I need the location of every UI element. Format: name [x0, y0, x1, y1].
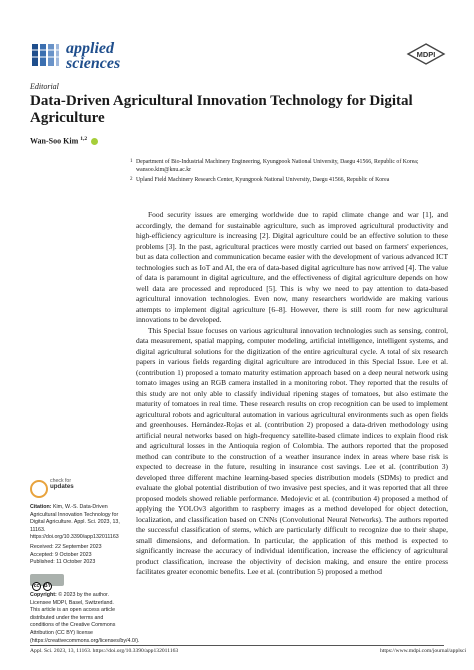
mdpi-logo-text: MDPI [416, 50, 436, 59]
orcid-icon[interactable] [91, 138, 98, 145]
updates-line1: check for [50, 478, 72, 484]
accepted-date: Accepted: 9 October 2023 [30, 551, 92, 558]
citation-block [30, 504, 125, 542]
journal-name-line1: applied [66, 40, 114, 57]
journal-logo-icon [30, 40, 60, 70]
body-paragraph-2: This Special Issue focuses on various agricultural innovation technologies such as sensing, control, data measurement, spatial mapping, computer modeling, artificial intelligence, intelligent systems, and digital agricultural solutions for the digitization of the entire agricultural cycle. A total of six research papers in various fields regarding digital agriculture are introduced in this Special Issue. Lee et al. (contribution 1) proposed a tomato maturity estimation approach based on a deep neural network using tomato images using an RGB camera installed in a monitoring robot. They reported that the results of this study are not only able to classify individual ripening stages of tomatoes, but also estimate the maturity of tomatoes in real time. These research results on crop recognition can be used to implement agricultural robots and agricultural automation in various agricultural environments such as open fields and greenhouses. Hernández-Rojas et al. (contribution 2) proposed a data-driven methodology using artificial neural networks based on high-frequency satellite-based climate indices to explain flood risk and agricultural losses in the Antioquia region of Colombia. The authors reported that the proposed method can contribute to the construction of a weather insurance index in areas where base risk is expected to decrease in the future, resulting in insurance cost savings. Lee et al. (contribution 3) developed three different machine learning-based species distribution models (SDMs) to predict and evaluate the global potential distribution of two invasive pest species, and it was reported that all three proposed models showed reliable performance. Medojevic et al. (contribution 4) proposed a method of applying the YOLOv3 algorithm to raspberry images as a method developed for object detection, localization, and classification based on CNNs (Convolutional Neural Networks). The authors reported the successful classification of stems, which are particularly difficult to recognize due to their shape, small dimensions, and deformation. In particular, the application of this method is expected to significantly increase the accuracy of individual identification, increase the efficiency of agricultural product classification, increase the objectivity of decision making, and ensure the entire process facilitates greater economic benefits. Lee et al. (contribution 5) proposed a method [136, 325, 448, 576]
footer-journal-url[interactable]: https://www.mdpi.com/journal/applsci [380, 648, 467, 654]
body-paragraph-1: Food security issues are emerging worldwide due to rapid climate change and war [1], and accordingly, the demand for sustainable agriculture, such as improved agricultural productivity and high-efficiency agriculture is increasing [2]. Digital agriculture could be an effective solution to these problems [3]. In the past, agricultural practices were mostly carried out based on farmers' experiences, but as data collection and communication became easier with the development of various advanced ICT technologies such as IoT and AI, the era of data-based digital agriculture has now arrived [4]. The value of data is paramount in digital agriculture, and the effectiveness of digital agriculture depends on how well data are processed and reproduced [5]. This is why we need to pay attention to data-based agricultural innovation technologies. Even now, many researchers worldwide are making various attempts to implement digital agriculture [6–8]. However, there is still room for new agricultural innovations to be developed. [136, 210, 448, 324]
check-updates-icon [30, 480, 48, 498]
author-name: Wan-Soo Kim [30, 136, 79, 146]
copyright-block [30, 592, 140, 645]
mdpi-logo-icon [406, 43, 446, 65]
affiliation-number: 1 [130, 159, 133, 164]
article-title: Data-Driven Agricultural Innovation Technology for Digital Agriculture [30, 93, 413, 126]
affiliation-number: 2 [130, 177, 133, 182]
footer-divider [30, 645, 444, 646]
dates-block [30, 544, 125, 567]
check-for-updates-badge[interactable] [30, 478, 74, 496]
affiliation-text: Department of Bio-Industrial Machinery Engineering, Kyungpook National University, Daegu 41566, Republic of Korea; wansoo.kim@knu.ac.kr [136, 159, 419, 174]
citation-label: Citation: [30, 504, 52, 510]
journal-name-line2: sciences [66, 55, 121, 72]
cc-by-license-icon[interactable] [30, 574, 64, 589]
body-text [136, 210, 448, 578]
affiliation-2 [130, 176, 436, 184]
updates-line2: updates [50, 483, 74, 490]
cc-label: cc [33, 583, 40, 589]
by-label: BY [44, 583, 51, 589]
author-affiliation-marks: 1,2 [80, 136, 88, 142]
published-date: Published: 11 October 2023 [30, 559, 96, 566]
copyright-text: © 2023 by the author. Licensee MDPI, Basel, Switzerland. This article is an open access article distributed under the terms and conditions of the Creative Commons Attribution (CC BY) license (https://creativecommons.org/licenses/by/4.0/). [30, 592, 140, 644]
received-date: Received: 22 September 2023 [30, 544, 102, 550]
affiliation-1 [130, 158, 436, 174]
journal-name [66, 41, 120, 71]
author-line [30, 136, 98, 146]
footer-citation: Appl. Sci. 2023, 13, 11163. https://doi.org/10.3390/app132011163 [30, 648, 179, 654]
copyright-label: Copyright: [30, 592, 57, 598]
citation-text: Kim, W.-S. Data-Driven Agricultural Innovation Technology for Digital Agriculture. Appl. Sci. 2023, 13, 11163. https://doi.org/10.3390/app132011163 [30, 504, 120, 541]
affiliation-text: Upland Field Machinery Research Center, Kyungpook National University, Daegu 41566, Republic of Korea [136, 177, 390, 183]
article-type: Editorial [30, 82, 59, 91]
